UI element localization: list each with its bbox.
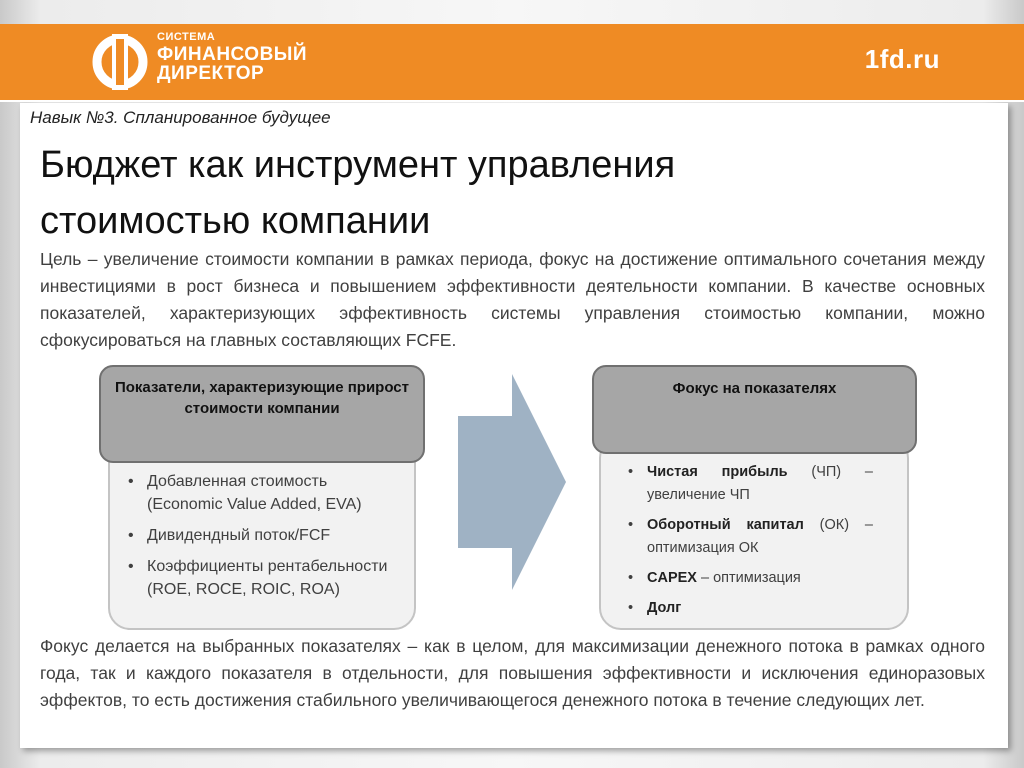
list-item-term: Долг	[647, 600, 682, 616]
title-line-1: Бюджет как инструмент управления	[40, 144, 676, 186]
list-item: • Коэффициенты рентабельности (ROE, ROCE, ROIC, ROA)	[147, 555, 402, 601]
site-url-link[interactable]: 1fd.ru	[864, 44, 940, 74]
value-indicators-list	[147, 470, 402, 609]
list-item	[647, 567, 873, 590]
list-item-desc: (ЧП) – увеличение ЧП	[647, 464, 873, 503]
list-item-desc: – оптимизация	[696, 570, 801, 586]
logo-line-3: ДИРЕКТОР	[157, 63, 265, 84]
logo-line-1: СИСТЕМА	[157, 31, 216, 43]
list-item	[647, 514, 873, 560]
header-divider	[0, 100, 1024, 102]
slide-title	[40, 137, 940, 249]
list-item-term: Оборотный капитал	[647, 517, 804, 533]
focus-indicators-header: Фокус на показателях	[592, 365, 917, 454]
logo-icon	[88, 34, 152, 90]
slide-subtitle: Навык №3. Спланированное будущее	[30, 108, 331, 127]
list-item	[647, 597, 873, 620]
title-line-2: стоимостью компании	[40, 200, 431, 242]
intro-paragraph: Цель – увеличение стоимости компании в рамках периода, фокус на достижение оптимального сочетания между инвестициями в рост бизнеса и повышением эффективности деятельности компании. В качестве основных показателей, характеризующих эффективность системы управления стоимостью компании, можно сфокусироваться на главных составляющих FCFE.	[40, 249, 985, 350]
value-indicators-header: Показатели, характеризующие прирост стоимости компании	[99, 365, 425, 463]
list-item-desc: (ОК) – оптимизация ОК	[647, 517, 873, 556]
conclusion-paragraph: Фокус делается на выбранных показателях – как в целом, для максимизации денежного потока в рамках одного года, так и каждого показателя в отдельности, для повышения эффективности и исключения единоразовых эффектов, то есть достижения стабильного увеличивающегося денежного потока в течение следующих лет.	[40, 636, 985, 710]
list-item: • Дивидендный поток/FCF	[147, 524, 402, 547]
list-item-term: CAPEX	[647, 570, 697, 586]
right-arrow-icon	[458, 374, 566, 590]
list-item: • Добавленная стоимость (Economic Value Added, EVA)	[147, 470, 402, 516]
list-item	[647, 461, 873, 507]
logo-text	[157, 32, 307, 83]
list-item-term: Чистая прибыль	[647, 464, 788, 480]
logo-line-2: ФИНАНСОВЫЙ	[157, 44, 308, 65]
focus-indicators-list	[647, 461, 873, 627]
